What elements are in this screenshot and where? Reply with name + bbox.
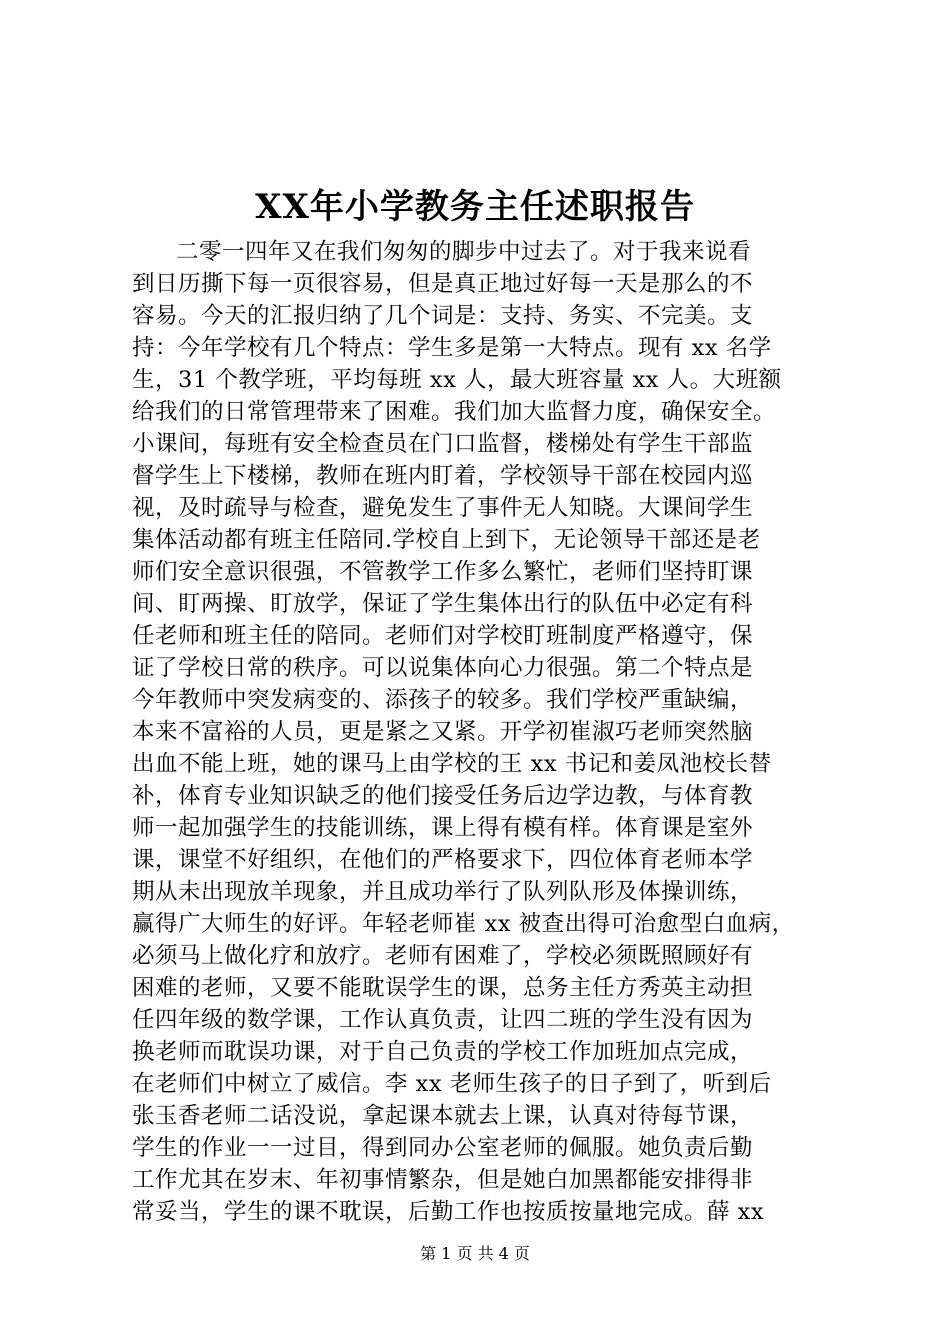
- body-line: 出血不能上班，她的课马上由学校的王 xx 书记和姜凤池校长替: [132, 751, 772, 777]
- body-line: 今年教师中突发病变的、添孩子的较多。我们学校严重缺编，: [132, 687, 754, 713]
- body-line: 到日历撕下每一页很容易，但是真正地过好每一天是那么的不: [132, 271, 754, 297]
- body-line: 集体活动都有班主任陪同.学校自上到下，无论领导干部还是老: [132, 527, 761, 553]
- body-line: 生，31 个教学班，平均每班 xx 人，最大班容量 xx 人。大班额: [132, 367, 782, 393]
- body-line: 学生的作业一一过目，得到同办公室老师的佩服。她负责后勤: [132, 1135, 754, 1161]
- body-line: 常妥当，学生的课不耽误，后勤工作也按质按量地完成。薛 xx: [132, 1199, 765, 1225]
- body-line: 证了学校日常的秩序。可以说集体向心力很强。第二个特点是: [132, 655, 754, 681]
- body-line: 二零一四年又在我们匆匆的脚步中过去了。对于我来说看: [176, 239, 752, 265]
- body-line: 小课间，每班有安全检查员在门口监督，楼梯处有学生干部监: [132, 431, 754, 457]
- body-line: 期从未出现放羊现象，并且成功举行了队列队形及体操训练，: [132, 879, 754, 905]
- body-line: 师一起加强学生的技能训练，课上得有模有样。体育课是室外: [132, 815, 754, 841]
- body-line: 工作尤其在岁末、年初事情繁杂，但是她白加黑都能安排得非: [132, 1167, 754, 1193]
- body-line: 师们安全意识很强，不管教学工作多么繁忙，老师们坚持盯课: [132, 559, 754, 585]
- document-body: [132, 236, 856, 1228]
- body-line: 换老师而耽误功课，对于自己负责的学校工作加班加点完成，: [132, 1039, 754, 1065]
- body-line: 间、盯两操、盯放学，保证了学生集体出行的队伍中必定有科: [132, 591, 754, 617]
- body-line: 持：今年学校有几个特点：学生多是第一大特点。现有 xx 名学: [132, 335, 772, 361]
- body-line: 课，课堂不好组织，在他们的严格要求下，四位体育老师本学: [132, 847, 754, 873]
- body-line: 张玉香老师二话没说，拿起课本就去上课，认真对待每节课，: [132, 1103, 754, 1129]
- body-line: 困难的老师，又要不能耽误学生的课，总务主任方秀英主动担: [132, 975, 754, 1001]
- body-line: 视，及时疏导与检查，避免发生了事件无人知晓。大课间学生: [132, 495, 754, 521]
- body-line: 任老师和班主任的陪同。老师们对学校盯班制度严格遵守，保: [132, 623, 754, 649]
- body-line: 在老师们中树立了威信。李 xx 老师生孩子的日子到了，听到后: [132, 1071, 772, 1097]
- body-line: 本来不富裕的人员，更是紧之又紧。开学初崔淑巧老师突然脑: [132, 719, 754, 745]
- page-number-footer: 第 1 页 共 4 页: [420, 1244, 530, 1263]
- document-title: XX年小学教务主任述职报告: [255, 187, 695, 227]
- body-line: 任四年级的数学课，工作认真负责，让四二班的学生没有因为: [132, 1007, 754, 1033]
- body-line: 必须马上做化疗和放疗。老师有困难了，学校必须既照顾好有: [132, 943, 754, 969]
- body-line: 赢得广大师生的好评。年轻老师崔 xx 被查出得可治愈型白血病，: [132, 911, 795, 937]
- body-line: 容易。今天的汇报归纳了几个词是：支持、务实、不完美。支: [132, 303, 754, 329]
- body-line: 督学生上下楼梯，教师在班内盯着，学校领导干部在校园内巡: [132, 463, 754, 489]
- body-line: 补，体育专业知识缺乏的他们接受任务后边学边教，与体育教: [132, 783, 754, 809]
- body-line: 给我们的日常管理带来了困难。我们加大监督力度，确保安全。: [132, 399, 777, 425]
